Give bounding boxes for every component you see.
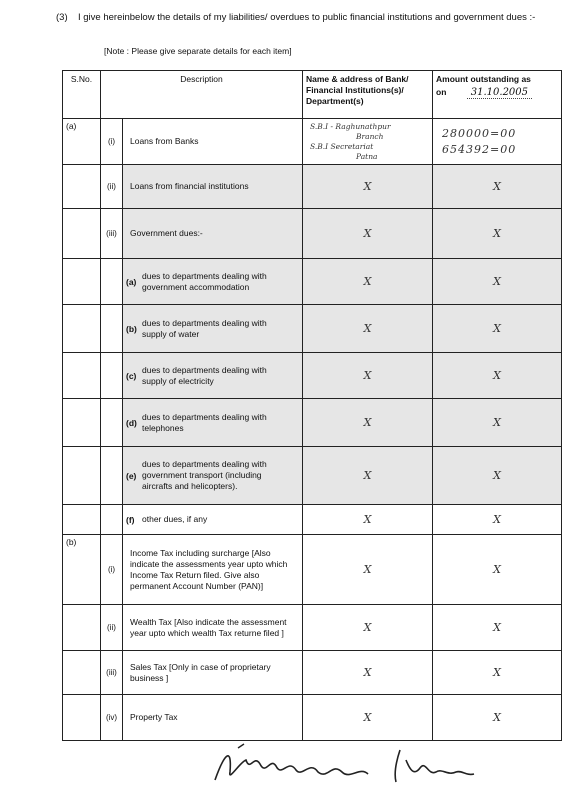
table-row — [63, 605, 562, 651]
row-amount: X — [433, 305, 562, 353]
row-sno — [63, 165, 101, 209]
row-description — [123, 259, 303, 305]
table-header-row — [63, 71, 562, 119]
row-description — [123, 505, 303, 535]
row-letter: (a) — [126, 276, 137, 287]
header-amount — [433, 71, 562, 119]
row-sno — [63, 353, 101, 399]
row-name-address: X — [303, 605, 433, 651]
row-amount: X — [433, 165, 562, 209]
header-amount-on-row — [436, 87, 558, 98]
handwritten-bank-line: S.B.I - Raghunathpur — [310, 121, 391, 131]
row-amount: X — [433, 353, 562, 399]
row-sno — [63, 399, 101, 447]
row-amount: X — [433, 209, 562, 259]
row-sno — [63, 695, 101, 741]
row-description — [123, 119, 303, 165]
row-description-text: other dues, if any — [142, 514, 208, 525]
row-sno — [63, 209, 101, 259]
row-name-address: X — [303, 259, 433, 305]
header-amount-label: Amount outstanding as — [436, 74, 531, 84]
table-row — [63, 535, 562, 605]
section-number: (3) — [56, 12, 68, 23]
row-sub-index — [101, 305, 123, 353]
row-description-text: dues to departments dealing with supply of water — [142, 317, 267, 339]
signature-image — [210, 742, 490, 787]
row-description — [123, 399, 303, 447]
row-name-address: X — [303, 447, 433, 505]
table-body — [63, 119, 562, 741]
header-sno: S.No. — [63, 71, 101, 119]
row-description — [123, 535, 303, 605]
row-sub-index: (ii) — [101, 605, 123, 651]
row-description — [123, 605, 303, 651]
row-name-address: X — [303, 305, 433, 353]
row-letter: (f) — [126, 514, 135, 525]
handwritten-amount: 280000=00 — [442, 126, 517, 140]
row-description-text: Government dues:- — [130, 228, 203, 238]
row-description — [123, 651, 303, 695]
row-description-text: Loans from financial institutions — [130, 181, 249, 191]
table-row — [63, 353, 562, 399]
row-description-text: dues to departments dealing with government transport (including aircrafts and helicopters). — [142, 459, 267, 491]
row-amount: X — [433, 605, 562, 651]
row-description — [123, 165, 303, 209]
row-sub-index: (iv) — [101, 695, 123, 741]
table-row — [63, 305, 562, 353]
table-row — [63, 505, 562, 535]
handwritten-bank-line: Patna — [356, 151, 378, 161]
row-sno — [63, 447, 101, 505]
table-row — [63, 399, 562, 447]
row-sub-index — [101, 447, 123, 505]
row-sub-index: (ii) — [101, 165, 123, 209]
row-sno: (b) — [63, 535, 101, 605]
header-name-address: Name & address of Bank/ Financial Institutions(s)/ Department(s) — [303, 71, 433, 119]
row-description — [123, 695, 303, 741]
row-letter: (c) — [126, 370, 137, 381]
row-description-text: Property Tax — [130, 712, 178, 722]
row-sub-index: (iii) — [101, 209, 123, 259]
table-row — [63, 119, 562, 165]
handwritten-bank-line: Branch — [356, 131, 384, 141]
row-description-text: Loans from Banks — [130, 136, 199, 146]
row-sno — [63, 305, 101, 353]
row-description — [123, 305, 303, 353]
row-description-text: Income Tax including surcharge [Also indicate the assessments year upto which Income Tax Return filed. Give also permanent Account Number (PAN)] — [130, 547, 288, 591]
header-amount-date: 31.10.2005 — [467, 87, 532, 99]
handwritten-bank-line: S.B.I Secretariat — [310, 141, 374, 151]
intro-statement — [56, 12, 548, 24]
row-amount: X — [433, 535, 562, 605]
row-sno — [63, 651, 101, 695]
row-name-address: X — [303, 695, 433, 741]
row-description-text: Sales Tax [Only in case of proprietary business ] — [130, 661, 271, 683]
table-row — [63, 447, 562, 505]
table-row — [63, 165, 562, 209]
row-sub-index — [101, 505, 123, 535]
intro-text: I give hereinbelow the details of my liabilities/ overdues to public financial institutions and government dues :- — [78, 12, 536, 23]
row-description-text: dues to departments dealing with telephones — [142, 411, 267, 433]
row-sno: (a) — [63, 119, 101, 165]
note-text: [Note : Please give separate details for each item] — [104, 46, 292, 56]
row-name-address: X — [303, 165, 433, 209]
row-sno — [63, 605, 101, 651]
row-sub-index: (i) — [101, 535, 123, 605]
row-letter: (b) — [126, 323, 137, 334]
row-name-address: X — [303, 651, 433, 695]
row-description-text: dues to departments dealing with government accommodation — [142, 270, 267, 292]
liabilities-table — [62, 70, 562, 741]
row-amount: X — [433, 505, 562, 535]
row-name-address: X — [303, 399, 433, 447]
row-sub-index: (iii) — [101, 651, 123, 695]
row-description — [123, 353, 303, 399]
row-letter: (d) — [126, 417, 137, 428]
row-name-address: X — [303, 535, 433, 605]
row-amount: X — [433, 651, 562, 695]
table-row — [63, 209, 562, 259]
header-description: Description — [101, 71, 303, 119]
row-amount: X — [433, 447, 562, 505]
row-name-address — [303, 119, 433, 165]
row-description-text: dues to departments dealing with supply of electricity — [142, 364, 267, 386]
row-description-text: Wealth Tax [Also indicate the assessment year upto which wealth Tax returne filed ] — [130, 616, 287, 638]
row-description — [123, 447, 303, 505]
handwritten-amount: 654392=00 — [442, 142, 517, 156]
row-name-address: X — [303, 353, 433, 399]
row-description — [123, 209, 303, 259]
row-amount: X — [433, 695, 562, 741]
row-sub-index — [101, 259, 123, 305]
table-row — [63, 695, 562, 741]
row-name-address: X — [303, 209, 433, 259]
row-sno — [63, 259, 101, 305]
row-sub-index: (i) — [101, 119, 123, 165]
table-row — [63, 651, 562, 695]
row-amount — [433, 119, 562, 165]
row-sno — [63, 505, 101, 535]
row-letter: (e) — [126, 470, 137, 481]
row-sub-index — [101, 353, 123, 399]
row-name-address: X — [303, 505, 433, 535]
row-amount: X — [433, 399, 562, 447]
row-sub-index — [101, 399, 123, 447]
header-amount-on: on — [436, 87, 447, 97]
row-amount: X — [433, 259, 562, 305]
table-row — [63, 259, 562, 305]
